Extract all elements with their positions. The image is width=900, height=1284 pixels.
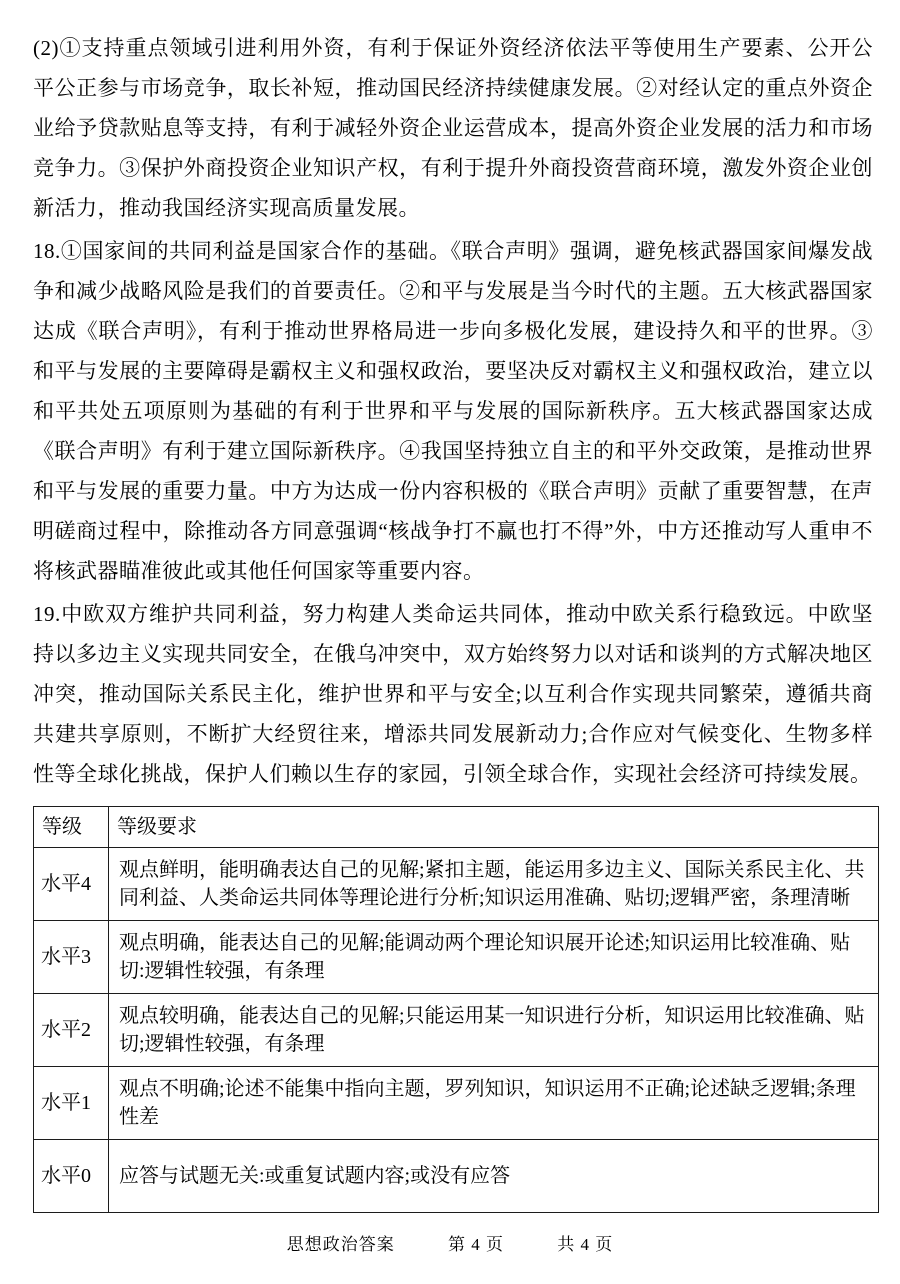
requirement-cell: 观点不明确;论述不能集中指向主题，罗列知识，知识运用不正确;论述缺乏逻辑;条理性差 xyxy=(109,1067,879,1140)
level-cell: 水平3 xyxy=(34,921,109,994)
answer-paragraph-q18: 18.①国家间的共同利益是国家合作的基础。《联合声明》强调，避免核武器国家间爆发战争和减少战略风险是我们的首要责任。②和平与发展是当今时代的主题。五大核武器国家达成《联合声明》，有利于推动世界格局进一步向多极化发展，建设持久和平的世界。③和平与发展的主要障碍是霸权主义和强权政治，要坚决反对霸权主义和强权政治，建立以和平共处五项原则为基础的有利于世界和平与发展的国际新秩序。五大核武器国家达成《联合声明》有利于建立国际新秩序。④我国坚持独立自主的和平外交政策，是推动世界和平与发展的重要力量。中方为达成一份内容积极的《联合声明》贡献了重要智慧，在声明磋商过程中，除推动各方同意强调“核战争打不赢也打不得”外，中方还推动写人重申不将核武器瞄准彼此或其他任何国家等重要内容。 xyxy=(33,239,873,583)
requirement-cell: 应答与试题无关:或重复试题内容;或没有应答 xyxy=(109,1140,879,1213)
answers-content xyxy=(33,28,873,1213)
requirement-cell: 观点较明确，能表达自己的见解;只能运用某一知识进行分析，知识运用比较准确、贴切;逻辑性较强，有条理 xyxy=(109,994,879,1067)
level-cell: 水平1 xyxy=(34,1067,109,1140)
page-footer xyxy=(0,1230,900,1255)
answer-paragraph-q19: 19.中欧双方维护共同利益，努力构建人类命运共同体，推动中欧关系行稳致远。中欧坚持以多边主义实现共同安全，在俄乌冲突中，双方始终努力以对话和谈判的方式解决地区冲突，推动国际关系民主化，维护世界和平与安全;以互利合作实现共同繁荣，遵循共商共建共享原则，不断扩大经贸往来，增添共同发展新动力;合作应对气候变化、生物多样性等全球化挑战，保护人们赖以生存的家园，引领全球合作，实现社会经济可持续发展。 xyxy=(33,602,873,786)
table-row xyxy=(34,848,879,921)
requirement-cell: 观点鲜明，能明确表达自己的见解;紧扣主题，能运用多边主义、国际关系民主化、共同利益、人类命运共同体等理论进行分析;知识运用准确、贴切;逻辑严密，条理清晰 xyxy=(109,848,879,921)
level-cell: 水平2 xyxy=(34,994,109,1067)
table-row xyxy=(34,921,879,994)
table-row xyxy=(34,994,879,1067)
level-cell: 水平4 xyxy=(34,848,109,921)
table-header-row xyxy=(34,807,879,848)
table-row xyxy=(34,1067,879,1140)
table-header-level: 等级 xyxy=(34,807,109,848)
answer-paragraph-q17-2: (2)①支持重点领域引进利用外资，有利于保证外资经济依法平等使用生产要素、公开公平公正参与市场竞争，取长补短，推动国民经济持续健康发展。②对经认定的重点外资企业给予贷款贴息等支持，有利于减轻外资企业运营成本，提高外资企业发展的活力和市场竞争力。③保护外商投资企业知识产权，有利于提升外商投资营商环境，激发外资企业创新活力，推动我国经济实现高质量发展。 xyxy=(33,36,873,220)
table-row xyxy=(34,1140,879,1213)
footer-page-number: 第 4 页 xyxy=(448,1235,504,1254)
footer-document-title: 思想政治答案 xyxy=(286,1235,395,1254)
level-cell: 水平0 xyxy=(34,1140,109,1213)
footer-total-pages: 共 4 页 xyxy=(557,1235,614,1254)
rubric-table xyxy=(33,806,879,1213)
table-header-requirement: 等级要求 xyxy=(109,807,879,848)
requirement-cell: 观点明确，能表达自己的见解;能调动两个理论知识展开论述;知识运用比较准确、贴切:逻辑性较强，有条理 xyxy=(109,921,879,994)
